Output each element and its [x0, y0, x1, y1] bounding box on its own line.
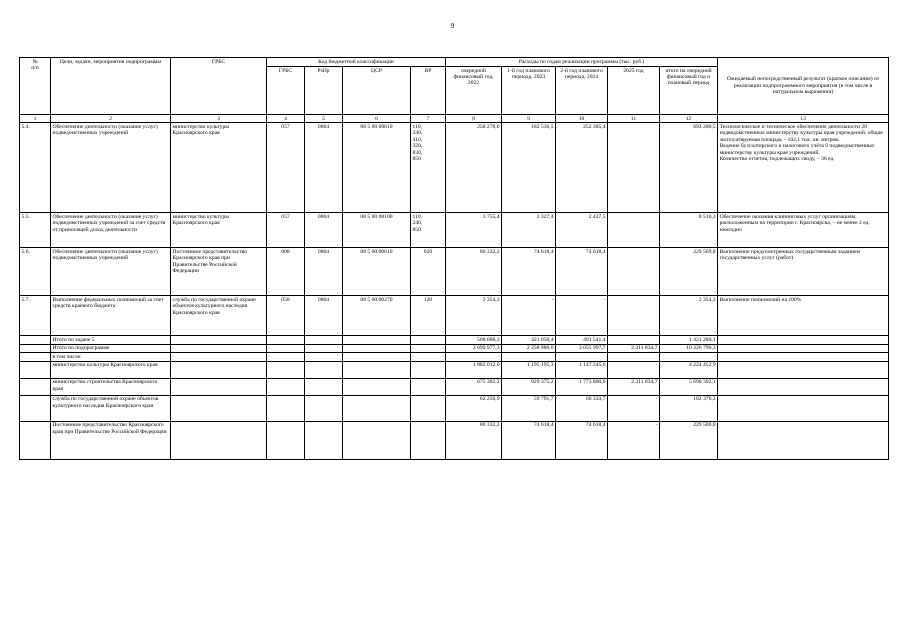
total-2022: [446, 353, 502, 361]
total-label: Итого по подпрограмме: [51, 344, 171, 352]
header-kbk-group: Код бюджетной классификации: [267, 58, 446, 67]
header-goals: Цели, задачи, мероприятия подпрограммы: [51, 58, 171, 115]
row-grbs-code: 057: [267, 213, 305, 248]
col-number: 13: [718, 115, 889, 123]
row-name: Обеспечение деятельности (оказание услуг) подведомственных учреждений за счет средств от приносящей доход деятельности: [51, 213, 171, 248]
row-rzpr: 0804: [305, 248, 343, 296]
total-2025: -: [608, 361, 660, 378]
table-row: [20, 123, 889, 213]
total-sum: 10 326 790,3: [660, 344, 718, 352]
row-name: Обеспечение деятельности (оказание услуг) подведомственных учреждений: [51, 123, 171, 213]
total-2023: 929 375,2: [502, 378, 556, 395]
vr-code: 850: [412, 226, 421, 233]
total-2024: 60 333,7: [556, 395, 608, 421]
col-number: 2: [51, 115, 171, 123]
total-2024: [556, 353, 608, 361]
total-2022: 675 382,2: [446, 378, 502, 395]
row-num: 5.6.: [20, 248, 51, 296]
total-2023: 1 195 195,3: [502, 361, 556, 378]
header-exp-2024: 2-й год планового периода, 2024: [556, 67, 608, 115]
col-number: 7: [411, 115, 446, 123]
total-2025: 2 311 834,7: [608, 344, 660, 352]
col-number: 12: [660, 115, 718, 123]
row-2025: [608, 213, 660, 248]
header-exp-2023: 1-й год планового периода, 2023: [502, 67, 556, 115]
vr-code: 320,: [412, 143, 423, 150]
vr-code: 240,: [412, 220, 423, 227]
total-2024: 1 147 245,6: [556, 361, 608, 378]
row-2025: [608, 123, 660, 213]
row-num: 5.7.: [20, 296, 51, 336]
row-rzpr: 0804: [305, 213, 343, 248]
row-grbs-code: 058: [267, 296, 305, 336]
row-2022: 2 354,3: [446, 296, 502, 336]
row-total: 2 354,3: [660, 296, 718, 336]
program-table: [19, 57, 889, 460]
total-row: [20, 336, 889, 344]
total-2023: 421 050,4: [502, 336, 556, 344]
col-number: 10: [556, 115, 608, 123]
header-exp-total: итого на очередной финансовый год и плановый период: [660, 67, 718, 115]
header-num: № п/п: [20, 58, 51, 115]
header-kbk-csr: ЦСР: [343, 67, 411, 115]
header-exp-2025: 2025 год: [608, 67, 660, 115]
row-2023: 182 536,5: [502, 123, 556, 213]
total-2025: [608, 353, 660, 361]
row-csr: 08 5 00 00610: [343, 248, 411, 296]
header-grbs: ГРБС: [171, 58, 267, 115]
total-sum: 229 569,0: [660, 421, 718, 459]
vr-code: 850: [412, 156, 421, 163]
total-2022: 62 250,9: [446, 395, 502, 421]
total-sum: 182 376,3: [660, 395, 718, 421]
row-num: 5.5.: [20, 213, 51, 248]
row-vr: 620: [411, 248, 446, 296]
page-number: 9: [450, 22, 455, 30]
total-2024: 491 541,4: [556, 336, 608, 344]
col-number: 3: [171, 115, 267, 123]
row-name: Обеспечение деятельности (оказание услуг) подведомственных учреждений: [51, 248, 171, 296]
row-csr: 08 5 00 00270: [343, 296, 411, 336]
vr-code: 110,: [412, 123, 423, 130]
vr-code: 410,: [412, 136, 423, 143]
total-2024: 1 773 800,0: [556, 378, 608, 395]
header-kbk-vr: ВР: [411, 67, 446, 115]
row-csr: 08 5 00 08100: [343, 213, 411, 248]
header-exp-2022: очередной финансовый год, 2022: [446, 67, 502, 115]
row-2024: 74 618,4: [556, 248, 608, 296]
total-row: [20, 378, 889, 395]
total-2022: 1 882 012,0: [446, 361, 502, 378]
header-expenses-group: Расходы по годам реализации программы (тыс. руб.): [446, 58, 718, 67]
vr-code: 830,: [412, 149, 423, 156]
table-row: [20, 248, 889, 296]
col-number: 11: [608, 115, 660, 123]
col-number: 9: [502, 115, 556, 123]
header-row-1: [20, 58, 889, 67]
total-label: служба по государственной охране объектов культурного наследия Красноярского края: [51, 395, 171, 421]
row-2024: 252 385,4: [556, 123, 608, 213]
row-total: 229 569,0: [660, 248, 718, 296]
col-number: 6: [343, 115, 411, 123]
total-row: [20, 361, 889, 378]
total-label: в том числе:: [51, 353, 171, 361]
column-number-row: [20, 115, 889, 123]
table-row: [20, 213, 889, 248]
header-kbk-grbs: ГРБС: [267, 67, 305, 115]
total-2025: -: [608, 395, 660, 421]
row-2025: [608, 296, 660, 336]
row-total: 693 200,5: [660, 123, 718, 213]
row-2022: 3 755,4: [446, 213, 502, 248]
total-label: Итого по задаче 5: [51, 336, 171, 344]
vr-code: 240,: [412, 130, 423, 137]
header-result: Ожидаемый непосредственный результат (краткое описание) от реализации подпрограммного мероприятия (в том числе в натуральном выражении): [718, 58, 889, 115]
total-2025: [608, 336, 660, 344]
total-row: [20, 344, 889, 352]
total-2022: 508 688,3: [446, 336, 502, 344]
row-num: 5.4.: [20, 123, 51, 213]
total-2022: 80 332,2: [446, 421, 502, 459]
total-2024: 3 055 997,7: [556, 344, 608, 352]
result-line: Технологическое и техническое обеспечение деятельности 20 подведомственных министерству культуры края учреждений, общая эксплуатируемая площадь – 102,1 тыс. кв. метров.: [719, 123, 883, 143]
row-grbs: Постоянное представительство Красноярского края при Правительстве Российской Федерации: [171, 248, 267, 296]
total-label: министерство культуры Красноярского края: [51, 361, 171, 378]
total-label: Постоянное представительство Красноярского края при Правительстве Российской Федерации: [51, 421, 171, 459]
row-vr: [411, 123, 446, 213]
total-sum: 5 690 392,1: [660, 378, 718, 395]
total-2023: 59 791,7: [502, 395, 556, 421]
total-2023: [502, 353, 556, 361]
total-2023: 2 258 980,6: [502, 344, 556, 352]
result-line: Ведение бухгалтерского и налогового учёта 9 подведомственных министерству культуры края учреждений.: [719, 143, 875, 156]
row-2024: 2 427,5: [556, 213, 608, 248]
total-sum: [660, 353, 718, 361]
col-number: 8: [446, 115, 502, 123]
table-row: [20, 296, 889, 336]
row-2023: 2 327,4: [502, 213, 556, 248]
row-total: 8 510,3: [660, 213, 718, 248]
row-result: [718, 123, 889, 213]
row-2025: [608, 248, 660, 296]
total-2023: 74 618,4: [502, 421, 556, 459]
row-rzpr: 0804: [305, 123, 343, 213]
row-2022: 258 278,6: [446, 123, 502, 213]
total-label: министерство строительства Красноярского края: [51, 378, 171, 395]
total-2025: -: [608, 421, 660, 459]
row-vr: 120: [411, 296, 446, 336]
total-row: [20, 421, 889, 459]
row-grbs: министерство культуры Красноярского края: [171, 123, 267, 213]
row-csr: 08 5 00 00610: [343, 123, 411, 213]
total-2022: 2 699 977,3: [446, 344, 502, 352]
col-number: 5: [305, 115, 343, 123]
row-result: Выполнение полномочий на 100%: [718, 296, 889, 336]
col-number: 4: [267, 115, 305, 123]
row-grbs-code: 057: [267, 123, 305, 213]
total-2024: 74 618,4: [556, 421, 608, 459]
result-line: Количество отчетов, подлежащих своду, – 36 ед.: [719, 156, 835, 163]
total-row: [20, 353, 889, 361]
col-number: 1: [20, 115, 51, 123]
total-row: [20, 395, 889, 421]
row-grbs: служба по государственной охране объектов культурного наследия Красноярского края: [171, 296, 267, 336]
total-sum: 1 421 280,1: [660, 336, 718, 344]
row-rzpr: 0804: [305, 296, 343, 336]
row-grbs: министерство культуры Красноярского края: [171, 213, 267, 248]
row-2023: 74 618,4: [502, 248, 556, 296]
row-grbs-code: 008: [267, 248, 305, 296]
row-2023: -: [502, 296, 556, 336]
vr-code: 110,: [412, 213, 423, 220]
row-name: Выполнение федеральных полномочий за счет средств краевого бюджета: [51, 296, 171, 336]
row-vr: [411, 213, 446, 248]
row-2024: -: [556, 296, 608, 336]
header-kbk-rzpr: РзПр: [305, 67, 343, 115]
row-result: Выполнение предусмотренных государственным заданием государственных услуг (работ): [718, 248, 889, 296]
total-sum: 4 224 452,9: [660, 361, 718, 378]
total-2025: 2 311 834,7: [608, 378, 660, 395]
row-result: Обеспечение оказания клининговых услуг организациям, расположенным на территории г. Красноярска, – не менее 2 ед. ежегодно: [718, 213, 889, 248]
row-2022: 80 332,2: [446, 248, 502, 296]
